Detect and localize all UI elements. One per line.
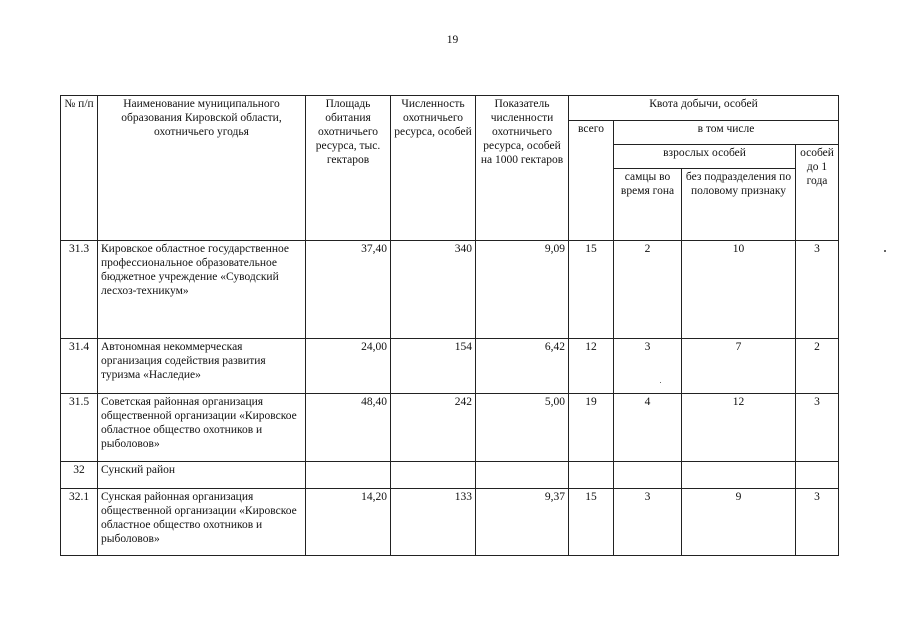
row-population: 242 <box>391 394 476 462</box>
row-name: Автономная некоммерческая организация содействия развития туризма «Наследие» <box>98 339 306 394</box>
row-males: 3 <box>614 339 682 394</box>
table-header <box>61 96 839 241</box>
row-no: 32 <box>61 462 98 489</box>
header-males: самцы во время гона <box>614 169 682 241</box>
row-name: Кировское областное государственное профессиональное образовательное бюджетное учреждение «Суводский лесхоз-техникум» <box>98 241 306 339</box>
header-adults: взрослых особей <box>614 145 796 169</box>
row-total: 15 <box>569 241 614 339</box>
row-total <box>569 462 614 489</box>
row-young <box>796 462 839 489</box>
row-no: 32.1 <box>61 489 98 556</box>
row-area <box>306 462 391 489</box>
row-name: Советская районная организация общественной организации «Кировское областное общество охотников и рыболовов» <box>98 394 306 462</box>
row-area: 37,40 <box>306 241 391 339</box>
header-total: всего <box>569 121 614 241</box>
row-total: 12 <box>569 339 614 394</box>
row-males: 3 <box>614 489 682 556</box>
row-population: 340 <box>391 241 476 339</box>
row-density: 6,42 <box>476 339 569 394</box>
header-quota: Квота добычи, особей <box>569 96 839 121</box>
row-population <box>391 462 476 489</box>
row-no-sex: 12 <box>682 394 796 462</box>
header-density: Показатель численности охотничьего ресурса, особей на 1000 гектаров <box>476 96 569 241</box>
row-total: 19 <box>569 394 614 462</box>
row-young: 3 <box>796 241 839 339</box>
row-density <box>476 462 569 489</box>
row-density: 9,37 <box>476 489 569 556</box>
row-no-sex <box>682 462 796 489</box>
table-row <box>61 241 839 339</box>
header-no: № п/п <box>61 96 98 241</box>
row-density: 5,00 <box>476 394 569 462</box>
row-no-sex: 10 <box>682 241 796 339</box>
row-no: 31.5 <box>61 394 98 462</box>
table-row <box>61 394 839 462</box>
header-area: Площадь обитания охотничьего ресурса, тыс. гектаров <box>306 96 391 241</box>
quota-table <box>60 95 839 556</box>
row-area: 14,20 <box>306 489 391 556</box>
row-young: 2 <box>796 339 839 394</box>
row-males: 4 <box>614 394 682 462</box>
row-no-sex: 9 <box>682 489 796 556</box>
page-number: 19 <box>446 34 459 46</box>
header-population: Численность охотничьего ресурса, особей <box>391 96 476 241</box>
row-density: 9,09 <box>476 241 569 339</box>
row-young: 3 <box>796 489 839 556</box>
row-total: 15 <box>569 489 614 556</box>
header-no-sex: без подразделения по половому признаку <box>682 169 796 241</box>
row-area: 24,00 <box>306 339 391 394</box>
header-young: особей до 1 года <box>796 145 839 241</box>
row-name: Сунская районная организация общественной организации «Кировское областное общество охотников и рыболовов» <box>98 489 306 556</box>
row-males: 2 <box>614 241 682 339</box>
header-including: в том числе <box>614 121 839 145</box>
row-population: 154 <box>391 339 476 394</box>
row-males <box>614 462 682 489</box>
scan-speck <box>660 382 661 383</box>
row-no: 31.3 <box>61 241 98 339</box>
row-young: 3 <box>796 394 839 462</box>
row-no-sex: 7 <box>682 339 796 394</box>
table-body <box>61 241 839 556</box>
row-name: Сунский район <box>98 462 306 489</box>
scan-speck <box>884 250 886 252</box>
row-no: 31.4 <box>61 339 98 394</box>
row-area: 48,40 <box>306 394 391 462</box>
row-population: 133 <box>391 489 476 556</box>
header-name: Наименование муниципального образования Кировской области, охотничьего угодья <box>98 96 306 241</box>
table-row <box>61 489 839 556</box>
table-row <box>61 462 839 489</box>
table-row <box>61 339 839 394</box>
